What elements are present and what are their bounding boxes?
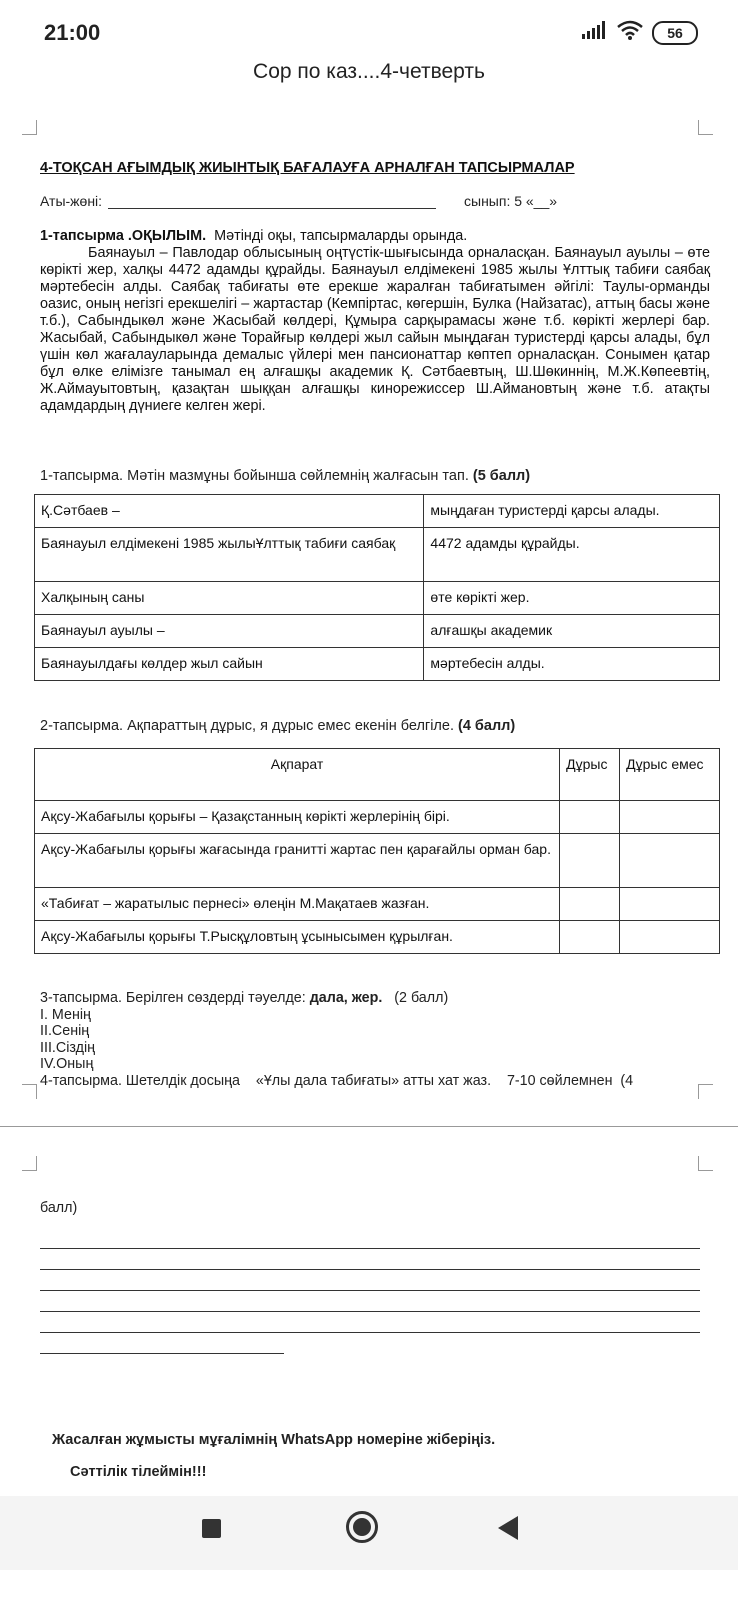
table-row bbox=[35, 801, 720, 834]
table-cell: мыңдаған туристерді қарсы алады. bbox=[424, 495, 720, 528]
table-cell: 4472 адамды құрайды. bbox=[424, 528, 720, 582]
table-row bbox=[35, 921, 720, 954]
table-row bbox=[35, 648, 720, 681]
exercise1-title-text: 1-тапсырма. Мәтін мазмұны бойынша сөйлемнің жалғасын тап. bbox=[40, 468, 469, 484]
table-cell: Баянауылдағы көлдер жыл сайын bbox=[35, 648, 424, 681]
exercise3-words: дала, жер. bbox=[309, 990, 383, 1006]
table-cell: алғашқы академик bbox=[424, 615, 720, 648]
table-row bbox=[35, 615, 720, 648]
table-cell: Баянауыл елдімекені 1985 жылыҰлттық табиғи саябақ bbox=[35, 528, 424, 582]
exercise2-points: (4 балл) bbox=[458, 718, 516, 734]
corner-mark bbox=[698, 120, 713, 135]
answer-line[interactable] bbox=[40, 1312, 700, 1333]
page-heading: 4-ТОҚСАН АҒЫМДЫҚ ЖИЫНТЫҚ БАҒАЛАУҒА АРНАЛҒАН ТАПСЫРМАЛАР bbox=[40, 160, 575, 176]
table-row bbox=[35, 834, 720, 888]
wifi-icon bbox=[616, 20, 644, 45]
corner-mark bbox=[22, 1156, 37, 1171]
answer-cell-true[interactable] bbox=[560, 888, 620, 921]
table-cell: Халқының саны bbox=[35, 582, 424, 615]
task1-instruction: Мәтінді оқы, тапсырмаларды орында. bbox=[214, 228, 468, 244]
exercise4-title: 4-тапсырма. Шетелдік досыңа «Ұлы дала табиғаты» атты хат жаз. 7-10 сөйлемнен (4 bbox=[40, 1072, 634, 1089]
table-cell: Ақсу-Жабағылы қорығы – Қазақстанның көрікті жерлерінің бірі. bbox=[35, 801, 560, 834]
answer-line[interactable] bbox=[40, 1270, 700, 1291]
table-cell: өте көрікті жер. bbox=[424, 582, 720, 615]
exercise3-points: (2 балл) bbox=[394, 990, 449, 1006]
table-cell: Қ.Сәтбаев – bbox=[35, 495, 424, 528]
page-divider bbox=[0, 1126, 738, 1127]
table-row bbox=[35, 582, 720, 615]
header-info: Ақпарат bbox=[35, 749, 560, 801]
list-item: IV.Оның bbox=[40, 1056, 94, 1072]
answer-cell-true[interactable] bbox=[560, 921, 620, 954]
exercise1-points: (5 балл) bbox=[472, 468, 531, 484]
document-title: Сор по каз....4-четверть bbox=[253, 60, 485, 83]
header-true: Дұрыс bbox=[560, 749, 620, 801]
exercise1-title bbox=[40, 468, 530, 484]
answer-cell-false[interactable] bbox=[620, 801, 720, 834]
name-line bbox=[108, 194, 436, 209]
exercise4-continuation: балл) bbox=[40, 1200, 78, 1216]
status-time: 21:00 bbox=[44, 20, 101, 45]
corner-mark bbox=[22, 120, 37, 135]
task1-title: 1-тапсырма .ОҚЫЛЫМ. bbox=[40, 228, 207, 244]
table-row bbox=[35, 495, 720, 528]
answer-cell-true[interactable] bbox=[560, 801, 620, 834]
exercise2-title bbox=[40, 718, 515, 734]
send-note: Жасалған жұмысты мұғалімнің WhatsApp номеріне жіберіңіз. bbox=[52, 1432, 496, 1448]
task1-text: Баянауыл – Павлодар облысының оңтүстік-шығысында орналасқан. Баянауыл ауылы – өте көрікті жер, халқы 4472 адамды құрайды. Баянауыл елдімекені 1985 жылы Ұлттық табиғи саябақ мәртебесін алды. Саябақ табиғаты өте ерекше жаралған табиғатымен әйгілі: Таулы-орманды оазис, оның негізгі ерекшелігі – жартастар (Кемпіртас, көгершін, Булка (Найзатас), аттың басы және т.б.), Сабындыкөл және Жасыбай көлдері, Құмыра сарқырамасы және т.б. көрікті жерлері бар. Жасыбай, Сабындыкөл және Торайғыр көлдері жыл сайын мыңдаған туристерді қарсы алады, бұл үшін көл жағалауларында демалыс үйлері мен пансионаттар көптеп орналасқан. Сонымен қатар бұл өлке елімізге танымал ең алғашқы академик Қ. Сәтбаевтың, Ш.Шөкиннің, М.Ж.Көпеевтің, Ж.Аймауытовтың, қазақтан шыққан алғашқы кинорежиссер Ш.Аймановтың және т.б. атақты адамдардың дүниеге келген жері. bbox=[40, 245, 710, 414]
answer-cell-false[interactable] bbox=[620, 834, 720, 888]
signal-icon bbox=[582, 21, 608, 44]
exercise1-table bbox=[34, 494, 720, 681]
exercise2-table bbox=[34, 748, 720, 954]
table-row bbox=[35, 888, 720, 921]
name-row bbox=[40, 193, 620, 209]
answer-line[interactable] bbox=[40, 1333, 284, 1354]
table-cell: мәртебесін алды. bbox=[424, 648, 720, 681]
table-cell: Ақсу-Жабағылы қорығы Т.Рысқұловтың ұсынысымен құрылған. bbox=[35, 921, 560, 954]
corner-mark bbox=[698, 1156, 713, 1171]
class-label: сынып: 5 «__» bbox=[464, 193, 558, 209]
table-cell: Ақсу-Жабағылы қорығы жағасында гранитті жартас пен қарағайлы орман бар. bbox=[35, 834, 560, 888]
task1-reading bbox=[40, 228, 710, 415]
list-item: II.Сенің bbox=[40, 1023, 90, 1039]
battery-icon: 56 bbox=[652, 21, 698, 45]
answer-lines[interactable] bbox=[40, 1228, 700, 1354]
list-item: I. Менің bbox=[40, 1006, 91, 1023]
answer-line[interactable] bbox=[40, 1228, 700, 1249]
exercise3-block bbox=[40, 990, 720, 1089]
back-button[interactable] bbox=[498, 1516, 518, 1540]
good-luck-note: Сәттілік тілеймін!!! bbox=[70, 1464, 207, 1480]
table-header-row bbox=[35, 749, 720, 801]
header-false: Дұрыс емес bbox=[620, 749, 720, 801]
corner-mark bbox=[22, 1084, 37, 1099]
exercise3-title: 3-тапсырма. Берілген сөздерді тәуелде: bbox=[40, 990, 306, 1006]
answer-line[interactable] bbox=[40, 1249, 700, 1270]
table-row bbox=[35, 528, 720, 582]
list-item: III.Сіздің bbox=[40, 1039, 96, 1056]
name-label: Аты-жөні: bbox=[40, 193, 103, 209]
status-icons bbox=[582, 20, 698, 45]
answer-cell-true[interactable] bbox=[560, 834, 620, 888]
answer-cell-false[interactable] bbox=[620, 921, 720, 954]
recent-apps-button[interactable] bbox=[202, 1519, 221, 1538]
table-cell: «Табиғат – жаратылыс пернесі» өлеңін М.Мақатаев жазған. bbox=[35, 888, 560, 921]
table-cell: Баянауыл ауылы – bbox=[35, 615, 424, 648]
answer-line[interactable] bbox=[40, 1291, 700, 1312]
home-button[interactable] bbox=[346, 1511, 378, 1543]
exercise2-title-text: 2-тапсырма. Ақпараттың дұрыс, я дұрыс емес екенін белгіле. bbox=[40, 718, 454, 734]
answer-cell-false[interactable] bbox=[620, 888, 720, 921]
